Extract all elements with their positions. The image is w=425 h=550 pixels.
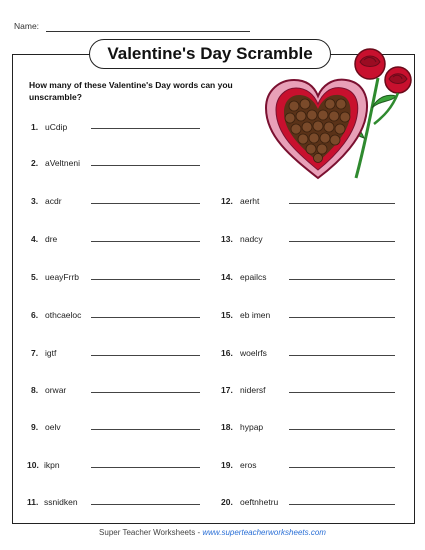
- scrambled-word: ueayFrrb: [45, 272, 80, 282]
- answer-line[interactable]: [91, 128, 200, 129]
- scrambled-word: hypap: [240, 422, 264, 432]
- scrambled-word: eros: [240, 460, 257, 470]
- answer-line[interactable]: [289, 241, 395, 242]
- answer-line[interactable]: [91, 241, 200, 242]
- answer-line[interactable]: [91, 165, 200, 166]
- item-number: 14.: [221, 272, 233, 282]
- scrambled-word: oeftnhetru: [240, 497, 279, 507]
- item-number: 15.: [221, 310, 233, 320]
- item-number: 10.: [27, 460, 39, 470]
- item-number: 8.: [31, 385, 39, 395]
- rose-icon: [355, 49, 385, 79]
- scrambled-word: othcaeloc: [45, 310, 82, 320]
- footer-separator: -: [195, 528, 203, 537]
- footer-brand: Super Teacher Worksheets: [99, 528, 196, 537]
- answer-line[interactable]: [289, 392, 395, 393]
- item-number: 17.: [221, 385, 233, 395]
- item-number: 1.: [31, 122, 39, 132]
- footer: [0, 528, 425, 537]
- answer-line[interactable]: [289, 279, 395, 280]
- answer-line[interactable]: [289, 317, 395, 318]
- scrambled-word: epailcs: [240, 272, 267, 282]
- answer-line[interactable]: [91, 317, 200, 318]
- item-number: 2.: [31, 158, 39, 168]
- answer-line[interactable]: [289, 429, 395, 430]
- item-number: 6.: [31, 310, 39, 320]
- page-title: Valentine's Day Scramble: [89, 39, 331, 69]
- item-number: 20.: [221, 497, 233, 507]
- item-number: 18.: [221, 422, 233, 432]
- item-number: 13.: [221, 234, 233, 244]
- answer-line[interactable]: [91, 467, 200, 468]
- item-number: 19.: [221, 460, 233, 470]
- scrambled-word: acdr: [45, 196, 62, 206]
- scrambled-word: eb imen: [240, 310, 271, 320]
- answer-line[interactable]: [289, 355, 395, 356]
- scrambled-word: ikpn: [44, 460, 60, 470]
- name-label: Name:: [14, 21, 40, 31]
- answer-line[interactable]: [91, 504, 200, 505]
- scrambled-word: orwar: [45, 385, 67, 395]
- item-number: 12.: [221, 196, 233, 206]
- answer-line[interactable]: [289, 203, 395, 204]
- item-number: 4.: [31, 234, 39, 244]
- item-number: 9.: [31, 422, 39, 432]
- answer-line[interactable]: [289, 467, 395, 468]
- heart-chocolate-box-icon: [260, 38, 420, 184]
- scrambled-word: oelv: [45, 422, 61, 432]
- scrambled-word: aVeltneni: [45, 158, 80, 168]
- answer-line[interactable]: [289, 504, 395, 505]
- item-number: 5.: [31, 272, 39, 282]
- item-number: 3.: [31, 196, 39, 206]
- answer-line[interactable]: [91, 392, 200, 393]
- footer-link[interactable]: www.superteacherworksheets.com: [202, 528, 326, 537]
- scrambled-word: aerht: [240, 196, 260, 206]
- answer-line[interactable]: [91, 203, 200, 204]
- item-number: 7.: [31, 348, 39, 358]
- item-number: 16.: [221, 348, 233, 358]
- name-line[interactable]: [46, 31, 250, 32]
- rose-icon: [385, 67, 411, 93]
- answer-line[interactable]: [91, 279, 200, 280]
- instructions: How many of these Valentine's Day words can you unscramble?: [29, 80, 233, 102]
- scrambled-word: nidersf: [240, 385, 266, 395]
- scrambled-word: woelrfs: [240, 348, 267, 358]
- scrambled-word: nadcy: [240, 234, 263, 244]
- answer-line[interactable]: [91, 355, 200, 356]
- scrambled-word: igtf: [45, 348, 57, 358]
- scrambled-word: uCdip: [45, 122, 68, 132]
- answer-line[interactable]: [91, 429, 200, 430]
- scrambled-word: dre: [45, 234, 58, 244]
- scrambled-word: ssnidken: [44, 497, 78, 507]
- item-number: 11.: [27, 497, 39, 507]
